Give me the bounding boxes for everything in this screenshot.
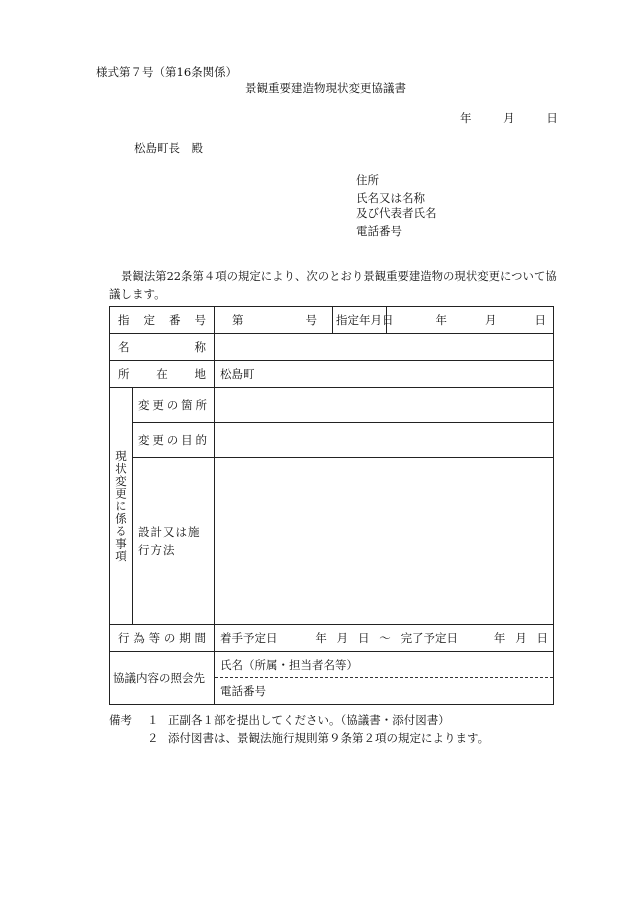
designation-number-label-cell <box>110 307 215 334</box>
row-change-purpose <box>110 423 554 458</box>
designation-date-field[interactable] <box>387 307 554 334</box>
row-location <box>110 361 554 388</box>
row-contact <box>110 652 554 705</box>
date-month: 月 <box>503 111 515 125</box>
designation-date-year: 年 <box>435 313 447 327</box>
contact-name-label: 氏名（所属・担当者名等） <box>220 657 358 672</box>
period-tilde: ～ <box>379 631 391 645</box>
notes-heading: 備考 <box>109 713 132 727</box>
body-text-line1: 景観法第22条第４項の規定により、次のとおり景観重要建造物の現状変更について協 <box>121 269 557 283</box>
period-label-cell <box>110 625 215 652</box>
change-group-label: 現状変更に係る事項 <box>114 449 128 563</box>
end-year: 年 <box>493 631 506 645</box>
contact-label: 協議内容の照会先 <box>110 652 215 705</box>
number-suffix: 号 <box>305 313 317 327</box>
design-method-label: 設計又は施行方法 <box>133 458 215 625</box>
location-field[interactable]: 松島町 <box>215 361 554 388</box>
date-year: 年 <box>460 111 472 125</box>
period-label: 行 為 等 の 期 間 <box>118 631 206 645</box>
note-2-number: ２ <box>147 731 159 745</box>
contact-name-field[interactable] <box>215 652 553 678</box>
change-purpose-label-cell <box>133 423 215 458</box>
name-field[interactable] <box>215 334 554 361</box>
designation-date-label: 指定年月日 <box>333 307 387 334</box>
change-location-field[interactable] <box>215 388 554 423</box>
date-day: 日 <box>546 111 558 125</box>
start-day: 日 <box>357 631 370 645</box>
row-change-location <box>110 388 554 423</box>
applicant-phone-label: 電話番号 <box>356 224 402 238</box>
designation-date-day: 日 <box>534 313 546 327</box>
row-period <box>110 625 554 652</box>
contact-field <box>215 652 554 705</box>
row-name <box>110 334 554 361</box>
applicant-rep-label: 及び代表者氏名 <box>356 206 437 220</box>
date-line <box>460 110 558 126</box>
location-label: 所 在 地 <box>118 367 206 381</box>
applicant-name-label: 氏名又は名称 <box>356 191 425 205</box>
name-label-cell <box>110 334 215 361</box>
note-1-number: １ <box>147 713 159 727</box>
change-group-label-cell <box>110 388 133 625</box>
addressee: 松島町長 殿 <box>134 141 203 155</box>
designation-number-label: 指 定 番 号 <box>118 313 206 327</box>
note-2-text: 添付図書は、景観法施行規則第９条第２項の規定によります。 <box>168 731 490 745</box>
period-field[interactable] <box>215 625 554 652</box>
start-month: 月 <box>336 631 349 645</box>
design-method-field[interactable] <box>215 458 554 625</box>
consultation-form-table <box>109 306 554 705</box>
document-title: 景観重要建造物現状変更協議書 <box>245 81 406 95</box>
change-location-label: 変 更 の 箇 所 <box>138 398 207 412</box>
location-label-cell <box>110 361 215 388</box>
designation-date-month: 月 <box>485 313 497 327</box>
end-month: 月 <box>515 631 527 645</box>
row-design-method <box>110 458 554 625</box>
contact-phone-label: 電話番号 <box>220 684 266 698</box>
body-text-line2: 議します。 <box>109 287 166 301</box>
name-label: 名 称 <box>118 340 206 354</box>
form-number: 様式第７号（第16条関係） <box>96 65 238 79</box>
row-designation <box>110 307 554 334</box>
designation-number-field[interactable] <box>215 307 333 334</box>
end-day: 日 <box>536 631 548 645</box>
change-purpose-field[interactable] <box>215 423 554 458</box>
note-1-text: 正副各１部を提出してください。（協議書・添付図書） <box>168 713 450 727</box>
applicant-address-label: 住所 <box>356 173 379 187</box>
number-prefix: 第 <box>232 313 244 327</box>
contact-phone-field[interactable] <box>215 678 553 704</box>
start-year: 年 <box>315 631 327 645</box>
change-location-label-cell <box>133 388 215 423</box>
end-date-label: 完了予定日 <box>400 631 459 645</box>
start-date-label: 着手予定日 <box>220 631 278 645</box>
change-purpose-label: 変 更 の 目 的 <box>138 433 207 447</box>
